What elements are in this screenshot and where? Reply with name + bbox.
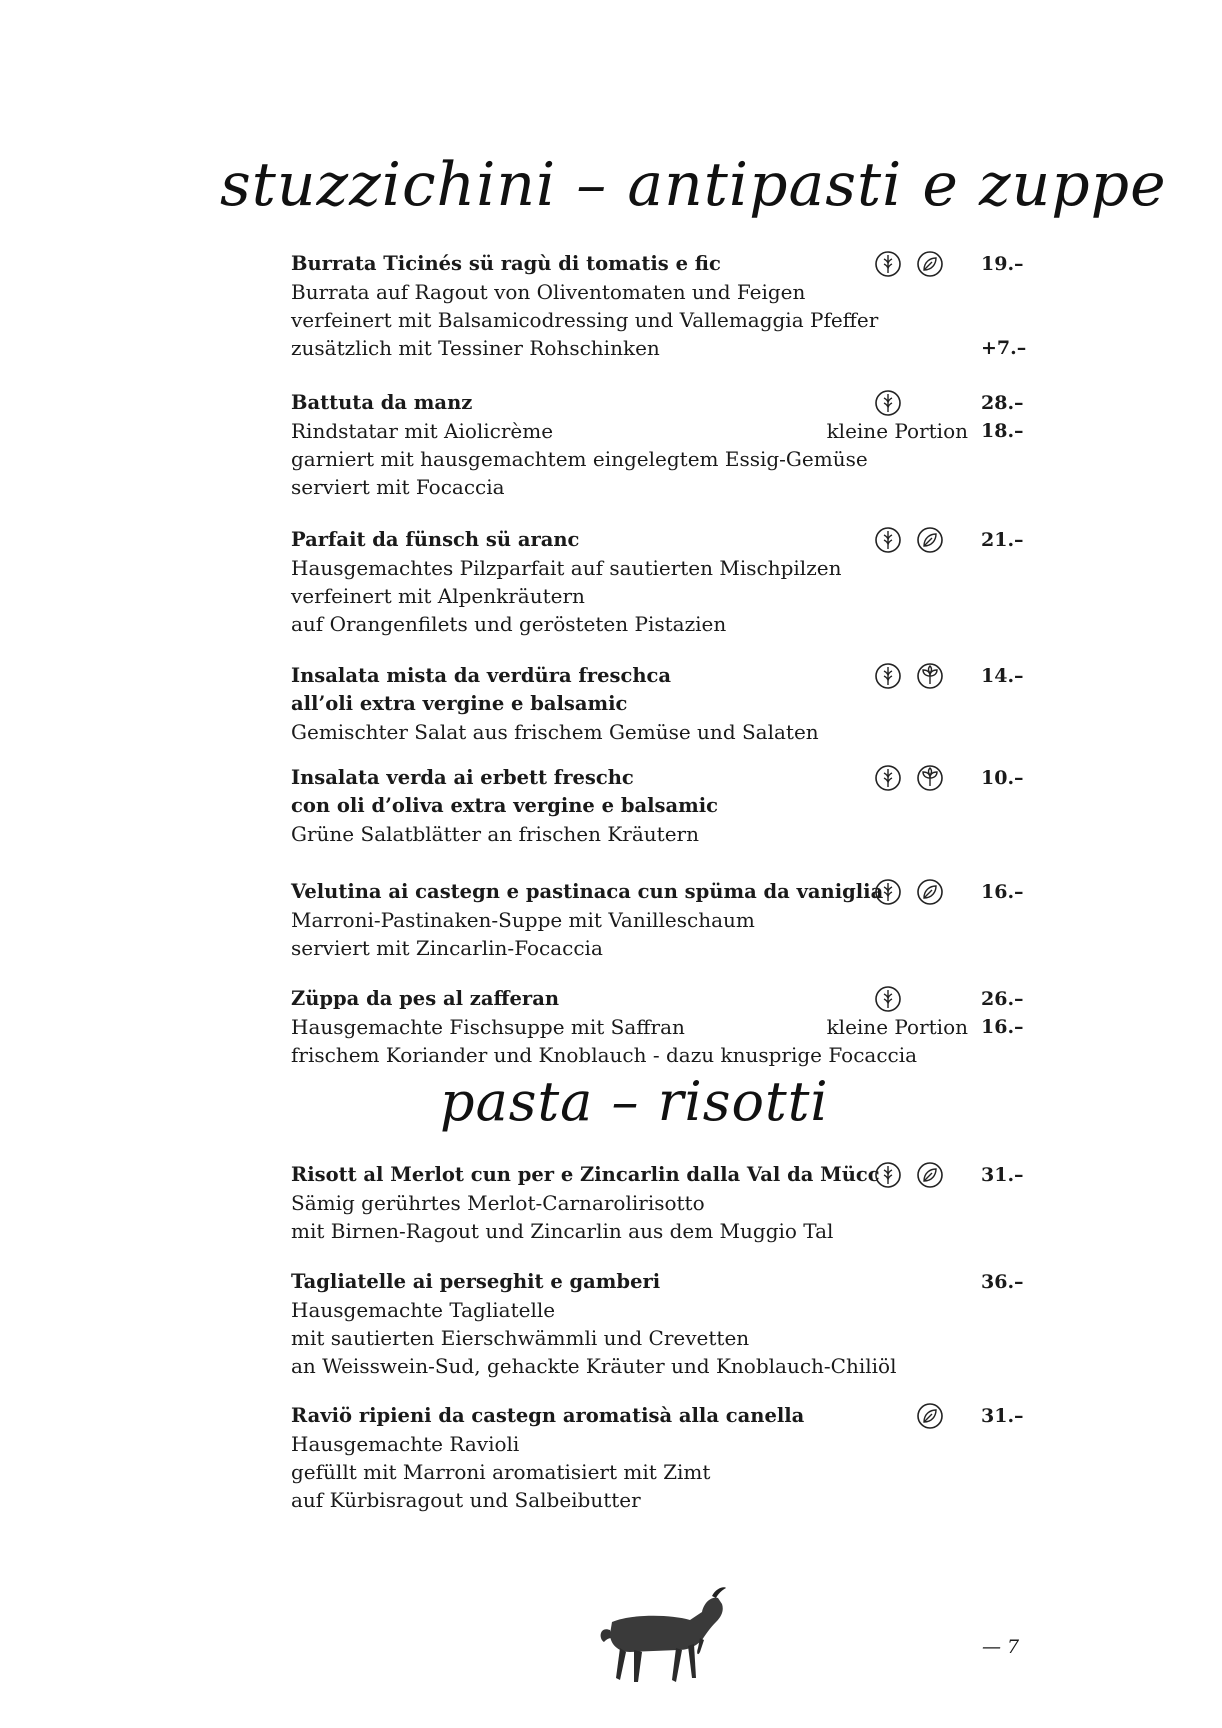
menu-item-parfait <box>291 526 1026 638</box>
dish-description: auf Kürbisragout und Salbeibutter <box>291 1488 641 1512</box>
portion-price: 16.– <box>981 1016 1024 1038</box>
dish-description: frischem Koriander und Knoblauch - dazu knusprige Focaccia <box>291 1043 918 1067</box>
dish-name: Insalata verda ai erbett freschc <box>291 766 634 789</box>
dish-name: Züppa da pes al zafferan <box>291 987 560 1010</box>
vegetarian-leaf-icon <box>916 250 944 278</box>
dish-name: Battuta da manz <box>291 391 473 414</box>
dish-description: serviert mit Focaccia <box>291 475 505 499</box>
menu-item-battuta <box>291 389 1026 501</box>
dish-description: Sämig gerührtes Merlot-Carnarolirisotto <box>291 1191 705 1215</box>
wheat-free-icon <box>874 526 902 554</box>
dish-name: Risott al Merlot cun per e Zincarlin dalla Val da Mücc <box>291 1163 880 1186</box>
dish-description: serviert mit Zincarlin-Focaccia <box>291 936 603 960</box>
dish-price: 16.– <box>981 881 1024 903</box>
dish-description: Grüne Salatblätter an frischen Kräutern <box>291 822 699 846</box>
dish-description: verfeinert mit Balsamicodressing und Vallemaggia Pfeffer <box>291 308 879 332</box>
dish-description: auf Orangenfilets und gerösteten Pistazien <box>291 612 727 636</box>
dish-description: garniert mit hausgemachtem eingelegtem Essig-Gemüse <box>291 447 868 471</box>
menu-item-velutina <box>291 878 1026 962</box>
dish-description: zusätzlich mit Tessiner Rohschinken <box>291 336 660 360</box>
portion-label: kleine Portion <box>826 419 968 443</box>
dish-description: Hausgemachtes Pilzparfait auf sautierten Mischpilzen <box>291 556 842 580</box>
dish-name: Velutina ai castegn e pastinaca cun spüma da vaniglia <box>291 880 884 903</box>
wheat-free-icon <box>874 1161 902 1189</box>
dish-description: verfeinert mit Alpenkräutern <box>291 584 585 608</box>
dish-description: an Weisswein-Sud, gehackte Kräuter und Knoblauch-Chiliöl <box>291 1354 897 1378</box>
dish-price: 31.– <box>981 1164 1024 1186</box>
dish-description: Hausgemachte Ravioli <box>291 1432 520 1456</box>
dish-price: 31.– <box>981 1405 1024 1427</box>
dish-price: 14.– <box>981 665 1024 687</box>
dish-description: Rindstatar mit Aiolicrème <box>291 419 554 443</box>
extra-price: +7.– <box>981 337 1027 359</box>
dish-name: Raviö ripieni da castegn aromatisà alla canella <box>291 1404 805 1427</box>
dish-description: gefüllt mit Marroni aromatisiert mit Zimt <box>291 1460 711 1484</box>
goat-illustration <box>590 1582 730 1692</box>
menu-item-tagliatelle <box>291 1268 1026 1380</box>
dish-description: Burrata auf Ragout von Oliventomaten und Feigen <box>291 280 806 304</box>
dish-name: Parfait da fünsch sü aranc <box>291 528 580 551</box>
menu-item-zuppa <box>291 985 1026 1069</box>
menu-item-insalata-mista <box>291 662 1026 746</box>
portion-price: 18.– <box>981 420 1024 442</box>
section-title-pasta: pasta – risotti <box>440 1070 829 1133</box>
vegetarian-leaf-icon <box>916 526 944 554</box>
dish-price: 26.– <box>981 988 1024 1010</box>
dish-name: Burrata Ticinés sü ragù di tomatis e fic <box>291 252 721 275</box>
dish-description: mit Birnen-Ragout und Zincarlin aus dem Muggio Tal <box>291 1219 834 1243</box>
menu-item-insalata-verda <box>291 764 1026 848</box>
dish-price: 21.– <box>981 529 1024 551</box>
vegetarian-leaf-icon <box>916 1402 944 1430</box>
vegetarian-leaf-icon <box>916 878 944 906</box>
dish-description: Marroni-Pastinaken-Suppe mit Vanilleschaum <box>291 908 755 932</box>
menu-item-risott <box>291 1161 1026 1245</box>
wheat-free-icon <box>874 662 902 690</box>
dish-price: 28.– <box>981 392 1024 414</box>
dish-price: 36.– <box>981 1271 1024 1293</box>
menu-item-burrata <box>291 250 1026 362</box>
dish-name-secondary: all’oli extra vergine e balsamic <box>291 692 628 715</box>
portion-label: kleine Portion <box>826 1015 968 1039</box>
menu-item-ravio <box>291 1402 1026 1514</box>
dish-description: Hausgemachte Tagliatelle <box>291 1298 556 1322</box>
dish-price: 19.– <box>981 253 1024 275</box>
section-title-starters: stuzzichini – antipasti e zuppe <box>220 150 1167 220</box>
wheat-free-icon <box>874 389 902 417</box>
wheat-free-icon <box>874 764 902 792</box>
dish-name: Insalata mista da verdüra freschca <box>291 664 672 687</box>
dish-description: Gemischter Salat aus frischem Gemüse und Salaten <box>291 720 819 744</box>
dish-description: mit sautierten Eierschwämmli und Crevetten <box>291 1326 750 1350</box>
vegan-sprout-icon <box>916 662 944 690</box>
wheat-free-icon <box>874 878 902 906</box>
wheat-free-icon <box>874 985 902 1013</box>
page-number: — 7 <box>982 1636 1020 1658</box>
wheat-free-icon <box>874 250 902 278</box>
vegetarian-leaf-icon <box>916 1161 944 1189</box>
dish-name: Tagliatelle ai perseghit e gamberi <box>291 1270 661 1293</box>
vegan-sprout-icon <box>916 764 944 792</box>
dish-price: 10.– <box>981 767 1024 789</box>
dish-name-secondary: con oli d’oliva extra vergine e balsamic <box>291 794 719 817</box>
dish-description: Hausgemachte Fischsuppe mit Saffran <box>291 1015 685 1039</box>
